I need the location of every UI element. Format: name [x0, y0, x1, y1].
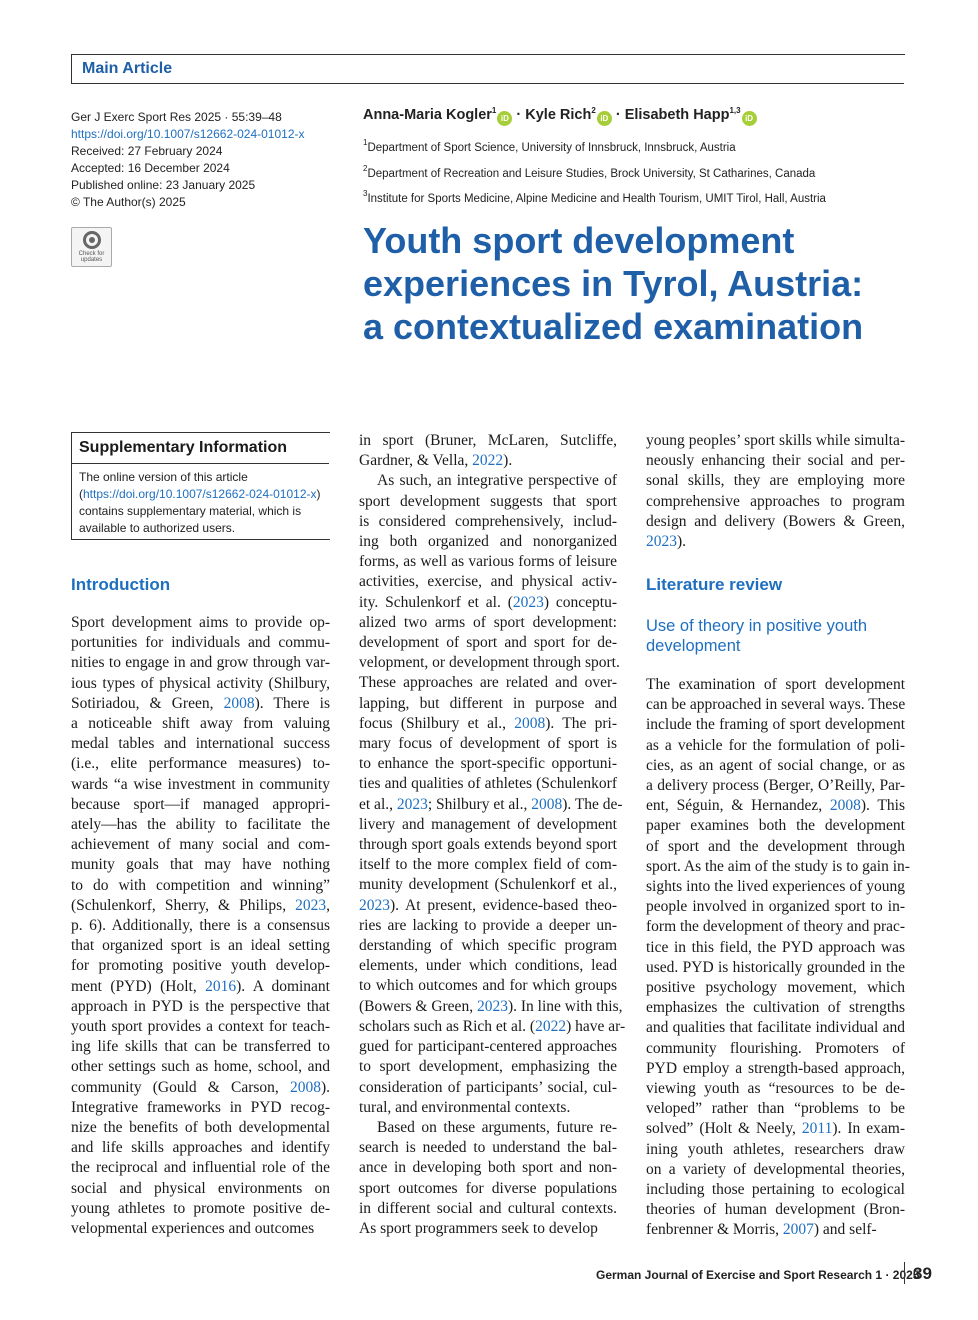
text-line: solved” (Holt & Neely, 2011). In exam- — [646, 1120, 905, 1138]
text-line: young athletes to promote positive de- — [71, 1199, 330, 1217]
text-line: of sport and the development through — [646, 837, 905, 855]
text-line: sport outcomes for diverse populations — [359, 1179, 617, 1197]
text-line: sonal skills, they are employing more — [646, 472, 905, 490]
text-line: ing both organized and nonorganized — [359, 533, 617, 551]
text-line: Based on these arguments, future re- — [377, 1118, 617, 1136]
citation-link[interactable]: 2011 — [801, 1120, 833, 1138]
text-line: used. PYD is historically grounded in the — [646, 958, 905, 976]
text-line: scholars such as Rich et al. (2022) have ar- — [359, 1017, 626, 1035]
text-line: elements, under which conditions, lead — [359, 957, 617, 975]
text-line: search is needed to understand the bal- — [359, 1139, 617, 1157]
text-line: sport. As the aim of the study is to gain in- — [646, 857, 910, 875]
text-line: comprehensive approaches to program — [646, 492, 905, 510]
received-date: Received: 27 February 2024 — [71, 144, 223, 158]
citation-link[interactable]: 2008 — [514, 714, 546, 732]
text-line: livery and management of development — [359, 815, 617, 833]
text-line: Integrative frameworks in PYD recog- — [71, 1098, 330, 1116]
subsection-heading-theory: Use of theory in positive youth development — [646, 617, 868, 655]
text-line: gued for participant-centered approaches — [359, 1038, 617, 1056]
text-line: lapping, but different in purpose and — [359, 694, 617, 712]
author-name: Kyle Rich — [525, 107, 592, 123]
text-line: (Bowers & Green, 2023). In line with this, — [359, 997, 623, 1015]
citation-link[interactable]: 2023 — [396, 795, 428, 813]
text-line: p. 6). Additionally, there is a consensus — [71, 917, 330, 935]
doi-link[interactable]: https://doi.org/10.1007/s12662-024-01012-x — [71, 127, 305, 141]
text-line: veloped” rather than “problems to be — [646, 1100, 905, 1118]
text-line: youth sport provides a context for teach- — [71, 1018, 330, 1036]
text-line: to enhance the sport-specific opportuni- — [359, 755, 617, 773]
text-line: ately—has the ability to facilitate the — [71, 816, 330, 834]
text-line: is considered comprehensively, includ- — [359, 512, 617, 530]
text-line: other settings such as home, school, and — [71, 1058, 330, 1076]
text-line: in sport (Bruner, McLaren, Sutcliffe, — [359, 432, 617, 449]
text-line: portunities for individuals and commu- — [71, 634, 330, 652]
orcid-icon[interactable]: iD — [742, 111, 757, 126]
text-line: cies, as an agent of social change, or as — [646, 756, 905, 774]
text-line: fenbrenner & Morris, 2007) and self- — [646, 1221, 877, 1239]
body-column-middle — [359, 431, 626, 1239]
author-name: Anna-Maria Kogler — [363, 107, 492, 123]
published-date: Published online: 23 January 2025 — [71, 178, 256, 192]
text-line: munity goals that may have nothing — [71, 856, 330, 874]
text-line: Sotiriadou, & Green, 2008). There is — [71, 694, 330, 712]
text-line: nities to engage in and grow through var- — [71, 654, 330, 672]
text-line: form the development of theory and prac- — [646, 918, 906, 936]
text-line: wards “a wise investment in community — [71, 775, 330, 793]
affiliation: $^1$Department of Sport Science, University of Innsbruck, Innsbruck, Austria — [363, 138, 736, 154]
text-line: munity development (Schulenkorf et al., — [359, 876, 617, 894]
text-line: sport development suggests that sport — [359, 492, 617, 510]
text-line: community (Gould & Carson, 2008). — [71, 1078, 330, 1096]
text-line: for promoting positive youth develop- — [71, 957, 330, 975]
text-line: community flourishing. Promoters of — [646, 1039, 905, 1057]
text-line: focus (Shilbury et al., 2008). The pri- — [359, 714, 617, 732]
text-line: tural, and environmental contexts. — [359, 1098, 571, 1116]
footer-journal-name: German Journal of Exercise and Sport Research 1 · 2025 — [596, 1268, 920, 1282]
text-line: ining youth athletes, researchers draw — [646, 1140, 905, 1158]
citation-link[interactable]: 2023 — [295, 896, 327, 914]
text-line: derstanding of which specific program — [359, 937, 617, 955]
text-line: activities, exercise, and physical activ- — [359, 573, 617, 591]
citation-link[interactable]: 2008 — [531, 795, 563, 813]
text-line: ties and qualities of athletes (Schulenkorf — [359, 775, 617, 793]
text-line: because sport—if managed appropri- — [71, 795, 330, 813]
text-line: the reciprocal and influential role of the — [71, 1159, 330, 1177]
text-line: people involved in organized sport to in- — [646, 898, 905, 916]
text-line: theories of human development (Bron- — [646, 1201, 905, 1219]
text-line: a delivery process (Berger, O’Reilly, Par- — [646, 777, 905, 795]
supplementary-info-box — [71, 432, 330, 540]
text-line: tice in this field, the PYD approach was — [646, 938, 905, 956]
supplementary-doi-link[interactable]: https://doi.org/10.1007/s12662-024-01012-x — [83, 487, 317, 501]
supplementary-title: Supplementary Information — [79, 439, 288, 456]
citation-link[interactable]: 2008 — [289, 1078, 321, 1096]
affiliation-list — [363, 133, 826, 210]
text-line: sights into the lived experiences of young — [646, 878, 905, 896]
text-line: The examination of sport development — [646, 676, 905, 693]
text-line: alized two arms of sport development: — [359, 613, 617, 631]
article-type-label: Main Article — [82, 60, 173, 77]
citation-link[interactable]: 2023 — [512, 593, 544, 611]
text-line: positive psychology movement, which — [646, 979, 905, 997]
affiliation: $^3$Institute for Sports Medicine, Alpine Medicine and Health Tourism, UMIT Tirol, Hall, Austria — [363, 189, 826, 205]
title-line: experiences in Tyrol, Austria: — [363, 263, 864, 304]
text-line: to do with competition and winning” — [71, 876, 330, 894]
body-column-right-top — [646, 431, 905, 552]
text-line: As such, an integrative perspective of — [377, 472, 617, 490]
author-affiliation-number: 1,3 — [729, 106, 741, 115]
copyright-notice: © The Author(s) 2025 — [71, 195, 186, 209]
text-line: ing life skills that can be transferred to — [71, 1038, 330, 1056]
text-line: 2023). At present, evidence-based theo- — [359, 896, 617, 914]
text-line: PYD employ a strength-based approach, — [646, 1059, 905, 1077]
title-line: Youth sport development — [363, 220, 795, 261]
section-heading-literature-review: Literature review — [646, 575, 783, 594]
text-line: Gardner, & Vella, 2022). — [359, 452, 513, 470]
text-line: paper examines both the development — [646, 817, 905, 835]
orcid-icon[interactable]: iD — [597, 111, 612, 126]
text-line: velopment, or development through sport. — [359, 654, 620, 672]
orcid-icon[interactable]: iD — [497, 111, 512, 126]
author-name: Elisabeth Happ — [624, 107, 730, 123]
title-line: a contextualized examination — [363, 306, 864, 347]
journal-citation: Ger J Exerc Sport Res 2025 · 55:39–48 — [71, 110, 282, 124]
text-line: design and delivery (Bowers & Green, — [646, 512, 905, 530]
footer-separator — [904, 1262, 905, 1284]
text-line: (i.e., elite performance measures) to- — [71, 755, 330, 773]
text-line: ent, Séguin, & Hernandez, 2008). This — [646, 797, 905, 815]
author-affiliation-number: 1 — [491, 106, 497, 115]
citation-link[interactable]: 2023 — [359, 896, 390, 914]
citation-link[interactable]: 2016 — [205, 977, 237, 995]
text-line: development of sport and sport for de- — [359, 634, 617, 652]
section-heading-introduction: Introduction — [71, 575, 171, 594]
text-line: approach in PYD is the perspective that — [71, 997, 330, 1015]
text-line: (Schulenkorf, Sherry, & Philips, 2023, — [71, 896, 330, 914]
page-number: 39 — [913, 1264, 932, 1283]
supplementary-text: The online version of this article (https://doi.org/10.1007/s12662-024-01012-x) contains supplementary material, which is available to authorized users. — [79, 470, 321, 535]
text-line: mary focus of development of sport is — [359, 735, 617, 753]
text-line: that organized sport is an ideal setting — [71, 937, 330, 955]
text-line: include the framing of sport development — [646, 716, 905, 734]
check-for-updates-badge[interactable] — [71, 227, 112, 267]
text-line: As sport programmers seek to develop — [359, 1219, 598, 1237]
text-line: as a vehicle for the formulation of poli- — [646, 736, 905, 754]
text-line: viewing youth as “resources to be de- — [646, 1080, 905, 1098]
text-line: emphasizes the cultivation of strengths — [646, 999, 905, 1017]
accepted-date: Accepted: 16 December 2024 — [71, 161, 230, 175]
text-line: neously enhancing their social and per- — [646, 452, 905, 470]
text-line: forms, as well as various forms of leisure — [359, 553, 617, 571]
crossmark-icon — [83, 231, 101, 249]
text-line: nize the benefits of both developmental — [71, 1119, 330, 1137]
text-line: ries are lacking to provide a deeper un- — [359, 916, 617, 934]
text-line: can be approached in several ways. These — [646, 696, 906, 714]
text-line: et al., 2023; Shilbury et al., 2008). The de- — [359, 795, 623, 813]
citation-link[interactable]: 2023 — [476, 997, 508, 1015]
citation-link[interactable]: 2023 — [646, 533, 677, 551]
text-line: ity. Schulenkorf et al. (2023) conceptu- — [359, 593, 617, 611]
body-column-right-bottom — [646, 675, 910, 1241]
author-list: Anna-Maria Kogler$^1$iD · Kyle Rich$^2$iD · Elisabeth Happ$^{1,3}$iD — [363, 106, 757, 126]
text-line: ious types of physical activity (Shilbury, — [71, 674, 330, 692]
text-line: young peoples’ sport skills while simulta- — [646, 432, 905, 449]
affiliation: $^2$Department of Recreation and Leisure Studies, Brock University, St Catharines, Canada — [363, 163, 816, 180]
text-line: and life skills approaches and identify — [71, 1139, 330, 1157]
text-line: These approaches are related and over- — [359, 674, 617, 692]
text-line: a noticeable shift away from valuing — [71, 715, 330, 733]
text-line: velopmental experiences and outcomes — [71, 1220, 315, 1238]
text-line: itself to the more complex field of com- — [359, 856, 617, 874]
text-line: through sport goals extends beyond sport — [359, 836, 617, 854]
citation-link[interactable]: 2022 — [535, 1017, 567, 1035]
article-title — [363, 219, 903, 348]
citation-link[interactable]: 2022 — [472, 452, 504, 470]
citation-link[interactable]: 2008 — [223, 694, 255, 712]
text-line: in different social and cultural contexts. — [359, 1199, 617, 1217]
text-line: ance in developing both sport and non- — [359, 1159, 617, 1177]
author-affiliation-number: 2 — [591, 106, 596, 115]
text-line: Sport development aims to provide op- — [71, 614, 330, 631]
text-line: and qualities that facilitate individual and — [646, 1019, 905, 1037]
text-line: medal tables and international success — [71, 735, 330, 753]
article-metadata — [71, 109, 341, 211]
text-line: social and physical environments on — [71, 1179, 330, 1197]
text-line: consideration of participants’ social, cul- — [359, 1078, 617, 1096]
supplementary-divider — [72, 463, 329, 464]
text-line: on a variety of developmental theories, — [646, 1160, 905, 1178]
text-line: ment (PYD) (Holt, 2016). A dominant — [71, 977, 330, 995]
text-line: 2023). — [646, 533, 687, 551]
text-line: achievement of many social and com- — [71, 836, 330, 854]
text-line: including those pertaining to ecological — [646, 1181, 905, 1199]
article-type-banner — [71, 55, 904, 84]
citation-link[interactable]: 2007 — [782, 1221, 814, 1239]
text-line: to which outcomes and for which groups — [359, 977, 617, 995]
text-line: to sport development, emphasizing the — [359, 1058, 617, 1076]
body-column-left — [71, 613, 330, 1239]
check-for-updates-caption: Check for updates — [78, 251, 105, 263]
citation-link[interactable]: 2008 — [829, 797, 861, 815]
